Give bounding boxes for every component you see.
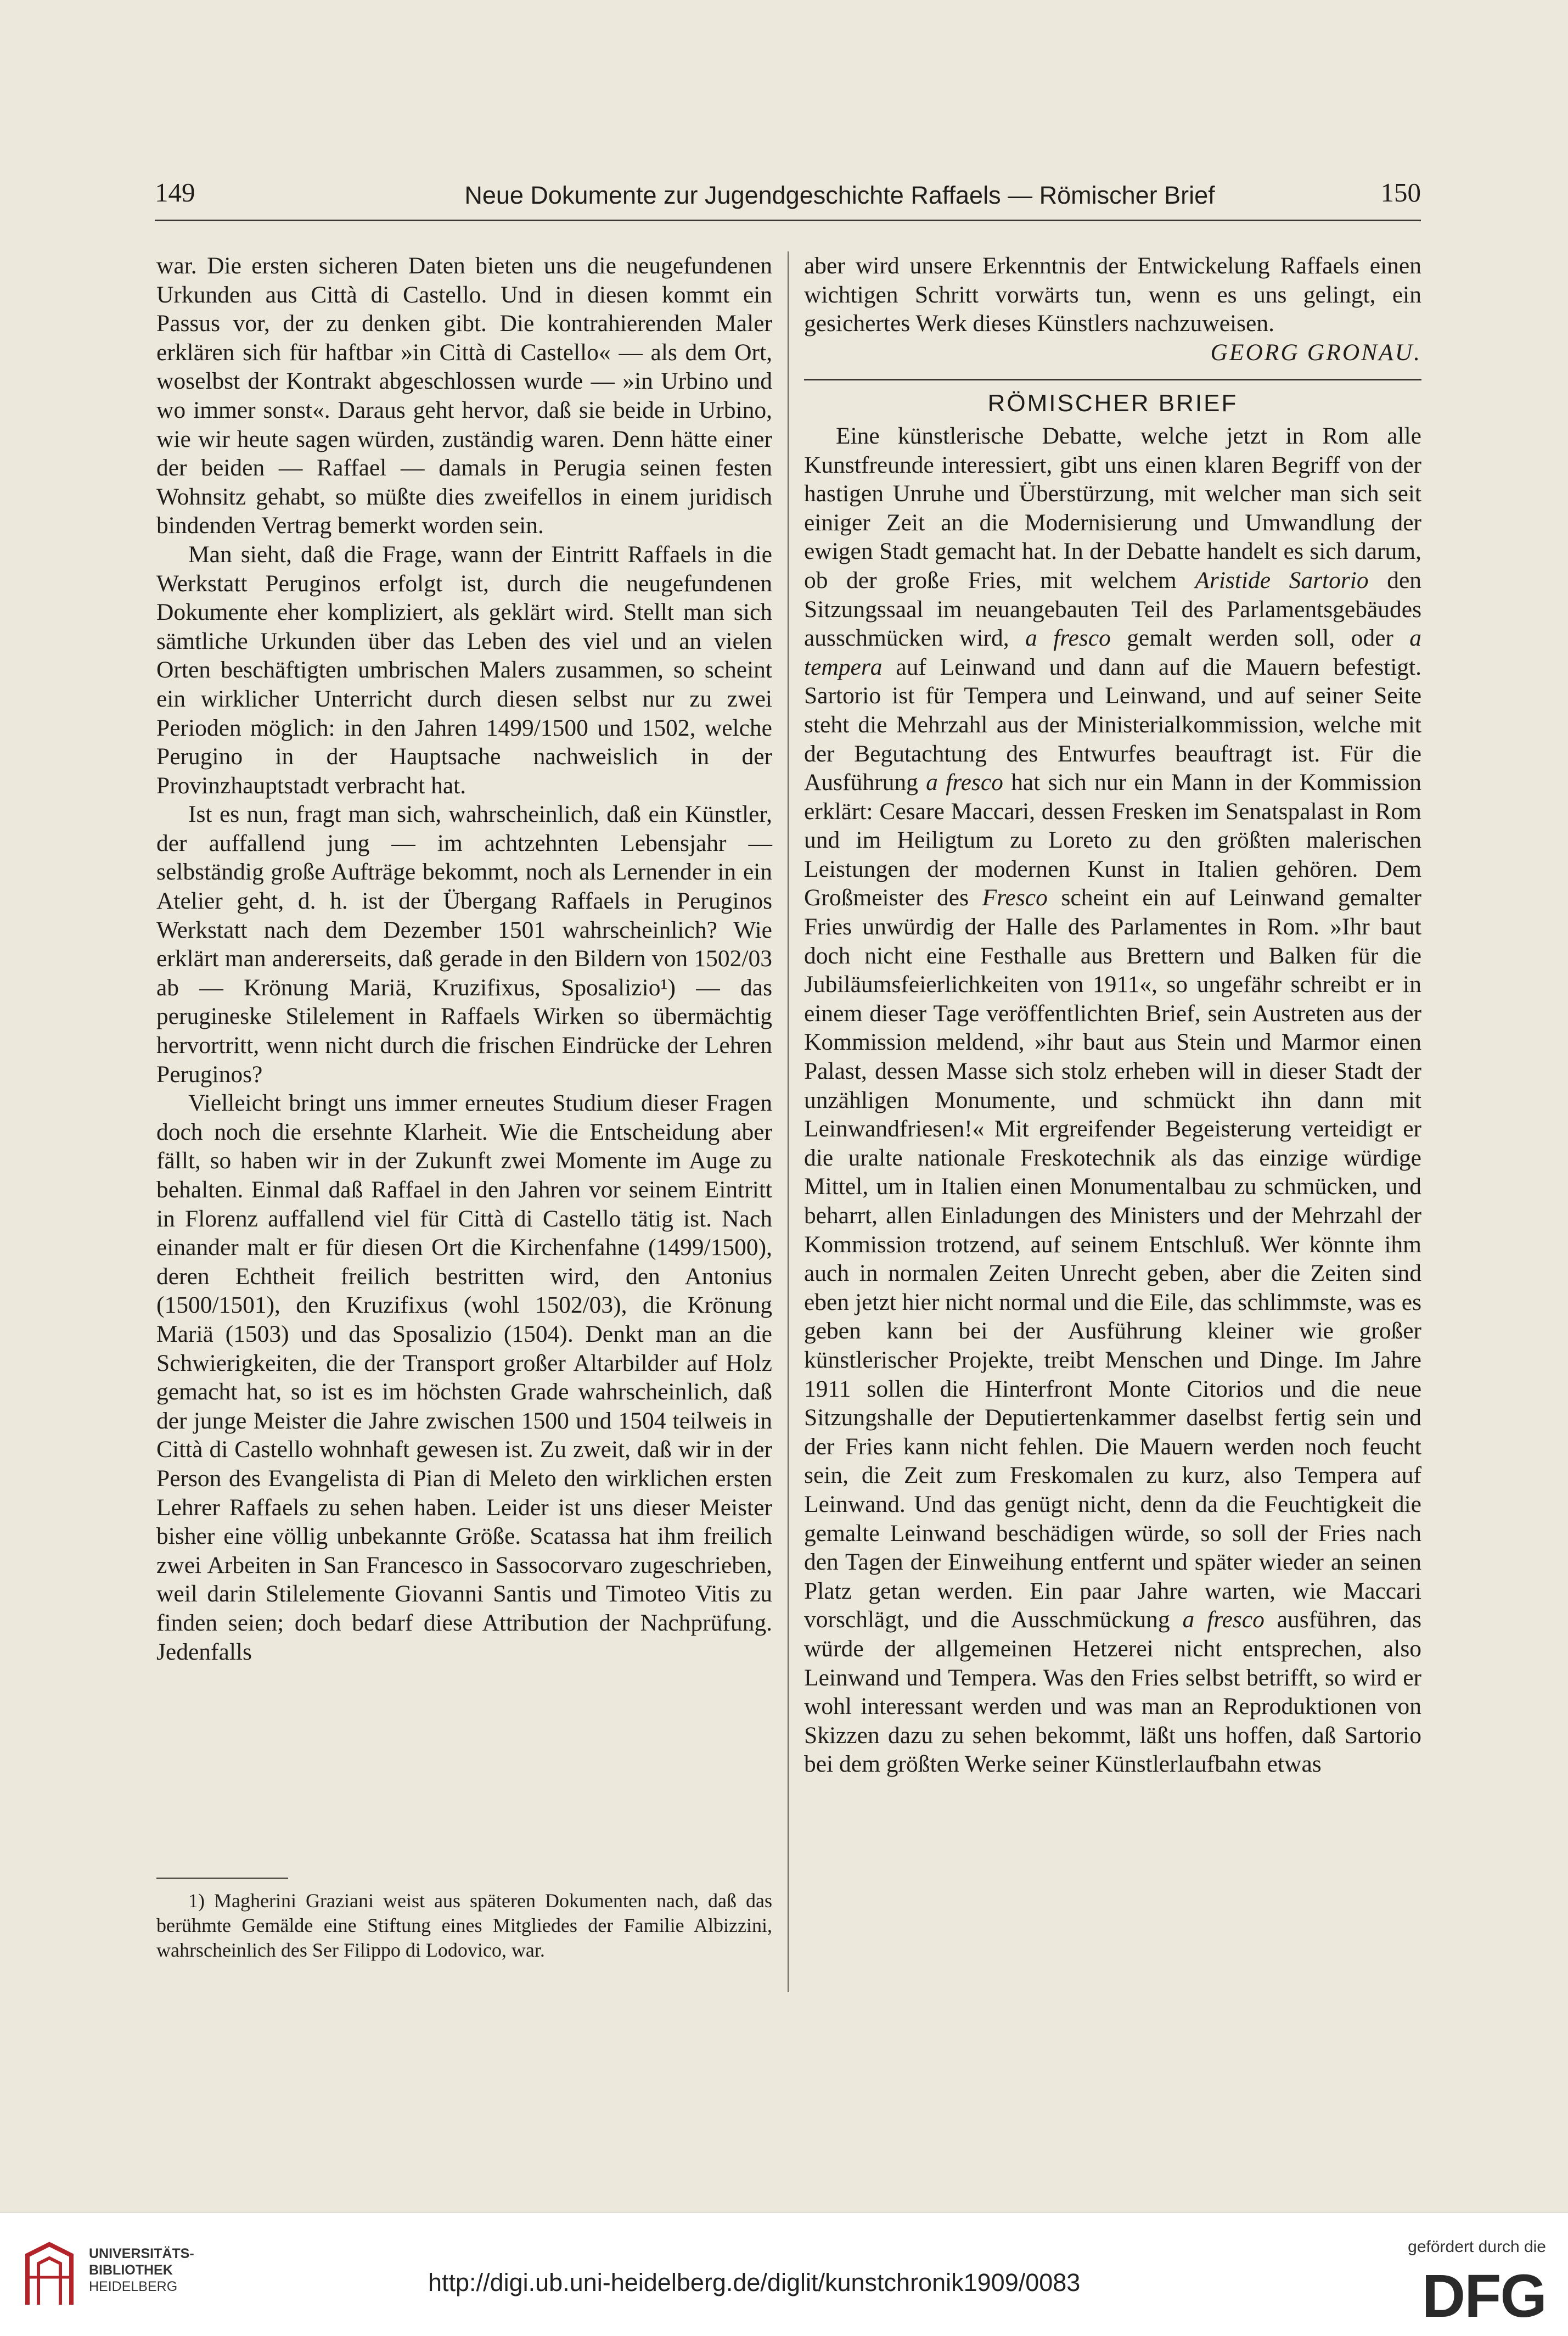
footnote-text: 1) Magherini Graziani weist aus späteren Dokumenten nach, daß das berühmte Gemälde eine Stiftung eines Mitgliedes der Familie Albizzini, wahrscheinlich des Ser Filippo di Lodovico, war.	[156, 1890, 772, 1961]
text-run: scheint ein auf Leinwand gemalter Fries unwürdig der Halle des Parlamentes in Rom. »Ihr baut doch nicht eine Festhalle aus Brettern und Balken für die Jubiläumsfeierlichkeiten von 1911«, so ungefähr schreibt er in einem dieser Tage veröffentlichten Brief, sein Austreten aus der Kommission meldend, »ihr baut aus Stein und Marmor einen Palast, dessen Masse sich stolz erheben will in dieser Stadt der unzähligen Monumente, und schmückt ihn dann mit Leinwandfriesen!« Mit ergreifender Begeisterung verteidigt er die uralte nationale Freskotechnik als das einzige würdige Mittel, um in Italien einen Monumentalbau zu schmücken, und beharrt, allen Einladungen des Ministers und der Mehrzahl der Kommission trotzend, auf seinem Entschluß. Wer könnte ihm auch in normalen Zeiten Unrecht geben, aber die Zeiten sind eben jetzt hier nicht normal und die Eile, das schlimmste, was es geben kann bei der Ausführung kleiner wie großer künstlerischer Projekte, treibt Menschen und Dinge. Im Jahre 1911 sollen die Hinterfront Monte Citorios und die neue Sitzungshalle der Deputiertenkammer daselbst fertig sein und der Fries kann nicht fehlen. Die Mauern werden noch feucht sein, die Zeit zum Freskomalen zu kurz, also Tempera auf Leinwand. Und das genügt nicht, denn da die Feuchtigkeit die gemalte Leinwand beschädigen würde, so soll der Fries nach den Tagen der Einweihung entfernt und später wieder an seinen Platz getan werden. Ein paar Jahre warten, wie Maccari vorschlägt, und die Ausschmückung	[804, 884, 1421, 1633]
text-run: auf Leinwand und dann auf die Mauern befestigt. Sartorio ist für Tempera und Leinwand, und auf seiner Seite steht die Mehrzahl aus der Ministerialkommission, welche mit der Begutachtung des Entwurfes beauftragt ist. Für die Ausführung	[804, 653, 1422, 796]
funding-label: gefördert durch die	[1408, 2238, 1546, 2256]
header-rule	[155, 220, 1421, 221]
text-run: gemalt werden soll, oder	[1127, 625, 1393, 652]
footer-bar	[0, 2212, 1568, 2336]
footer-separator	[0, 2212, 1568, 2213]
library-line: BIBLIOTHEK	[89, 2262, 173, 2278]
italic-term: Fresco	[982, 884, 1048, 911]
page-number-left: 149	[155, 177, 195, 208]
italic-term: a tempera	[804, 625, 1422, 680]
text-run: hat sich nur ein Mann in der Kommission erklärt: Cesare Maccari, dessen Fresken im Senatspalast in Rom und im Heiligtum zu Loreto zu den größten malerischen Leistungen der modernen Kunst in Italien gehören. Dem Großmeister des	[804, 769, 1422, 911]
page-number-right: 150	[1380, 177, 1421, 208]
author-signature: GEORG GRONAU.	[1210, 339, 1421, 366]
footnote-rule	[156, 1878, 288, 1879]
italic-term: a fresco	[926, 769, 1003, 796]
paragraph: Man sieht, daß die Frage, wann der Eintritt Raffaels in die Werkstatt Peruginos erfolgt ist, durch die neugefundenen Dokumente eher kompliziert, als geklärt wird. Stellt man sich sämtliche Urkunden über das Leben des viel und an vielen Orten beschäftigten umbrischen Malers zusammen, so scheint ein wirklicher Unterricht durch diesen selbst nur zu zwei Perioden möglich: in den Jahren 1499/1500 und 1502, welche Perugino in der Hauptsache nachweislich in der Provinzhauptstadt verbracht hat.	[156, 541, 772, 799]
paragraph	[804, 422, 1421, 1779]
paragraph: Ist es nun, fragt man sich, wahrscheinlich, daß ein Künstler, der auffallend jung — im achtzehnten Lebensjahr — selbständig große Aufträge bekommt, noch als Lernender in ein Atelier geht, d. h. ist der Übergang Raffaels in Peruginos Werkstatt nach dem Dezember 1501 wahrscheinlich? Wie erklärt man andererseits, daß gerade in den Bildern von 1502/03 ab — Krönung Mariä, Kruzifixus, Sposalizio¹) — das perugineske Stilelement in Raffaels Wirken so übermächtig hervortritt, wenn nicht durch die frischen Eindrücke der Lehren Peruginos?	[156, 801, 772, 1088]
text-run: Eine künstlerische Debatte, welche jetzt in Rom alle Kunstfreunde interessiert, gibt uns einen klaren Begriff von der hastigen Unruhe und Überstürzung, mit welcher man sich seit einiger Zeit an die Modernisierung und Umwandlung der ewigen Stadt gemacht hat. In der Debatte handelt es sich darum, ob der große Fries, mit welchem	[804, 422, 1421, 593]
right-column	[804, 251, 1421, 1779]
running-title: Neue Dokumente zur Jugendgeschichte Raffaels — Römischer Brief	[464, 181, 1215, 209]
text-run: den Sitzungssaal im neuangebauten Teil des Parlamentsgebäudes ausschmücken wird,	[804, 567, 1422, 652]
footnote	[156, 1889, 772, 1963]
italic-term: a fresco	[1182, 1606, 1264, 1633]
italic-term: a fresco	[1025, 625, 1111, 652]
library-name	[89, 2245, 194, 2295]
section-title: RÖMISCHER BRIEF	[987, 390, 1238, 417]
source-url[interactable]: http://digi.ub.uni-heidelberg.de/diglit/kunstchronik1909/0083	[428, 2268, 1081, 2296]
text-run: ausführen, das würde der allgemeinen Hetzerei nicht entsprechen, also Leinwand und Tempera. Was den Fries selbst betrifft, so wird er wohl interessant werden und was man an Reproduktionen von Skizzen dazu zu sehen bekommt, läßt uns hoffen, daß Sartorio bei dem größten Werke seiner Künstlerlaufbahn etwas	[804, 1606, 1421, 1778]
italic-name: Aristide Sartorio	[1195, 567, 1369, 593]
dfg-logo: DFG	[1421, 2262, 1546, 2330]
library-line: UNIVERSITÄTS-	[89, 2246, 194, 2261]
column-divider	[788, 251, 789, 1992]
paragraph: war. Die ersten sicheren Daten bieten uns die neugefundenen Urkunden aus Città di Castello. Und in diesen kommt ein Passus vor, der zu denken gibt. Die kontrahierenden Maler erklären sich für haftbar »in Città di Castello« — als dem Ort, woselbst der Kontrakt abgeschlossen wurde — »in Urbino und wo immer sonst«. Daraus geht hervor, daß sie beide in Urbino, wie wir heute sagen würden, zuständig waren. Denn hätte einer der beiden — Raffael — damals in Perugia seinen festen Wohnsitz gehabt, so müßte dies zweifellos in einem juridisch bindenden Vertrag bemerkt worden sein.	[156, 253, 772, 539]
left-column	[156, 251, 772, 1666]
library-logo-icon	[16, 2239, 82, 2310]
section-rule	[804, 379, 1421, 380]
library-line: HEIDELBERG	[89, 2279, 178, 2294]
paragraph: aber wird unsere Erkenntnis der Entwickelung Raffaels einen wichtigen Schritt vorwärts tun, wenn es uns gelingt, ein gesichertes Werk dieses Künstlers nachzuweisen.	[804, 253, 1421, 337]
paragraph: Vielleicht bringt uns immer erneutes Studium dieser Fragen doch noch die ersehnte Klarheit. Wie die Entscheidung aber fällt, so haben wir in der Zukunft zwei Momente im Auge zu behalten. Einmal daß Raffael in den Jahren vor seinem Eintritt in Florenz auffallend viel für Città di Castello tätig ist. Nach einander malt er für diesen Ort die Kirchenfahne (1499/1500), deren Echtheit freilich bestritten wird, den Antonius (1500/1501), den Kruzifixus (wohl 1502/03), die Krönung Mariä (1503) und das Sposalizio (1504). Denkt man an die Schwierigkeiten, die der Transport großer Altarbilder auf Holz gemacht hat, so ist es im höchsten Grade wahrscheinlich, daß der junge Meister die Jahre zwischen 1500 und 1504 teilweis in Città di Castello wohnhaft gewesen ist. Zu zweit, daß wir in der Person des Evangelista di Pian di Meleto den wirklichen ersten Lehrer Raffaels zu sehen haben. Leider ist uns dieser Meister bisher eine völlig unbekannte Größe. Scatassa hat ihm freilich zwei Arbeiten in San Francesco in Sassocorvaro zugeschrieben, weil darin Stilelemente Giovanni Santis und Timoteo Vitis zu finden seien; doch bedarf diese Attribution der Nachprüfung. Jedenfalls	[156, 1090, 772, 1665]
